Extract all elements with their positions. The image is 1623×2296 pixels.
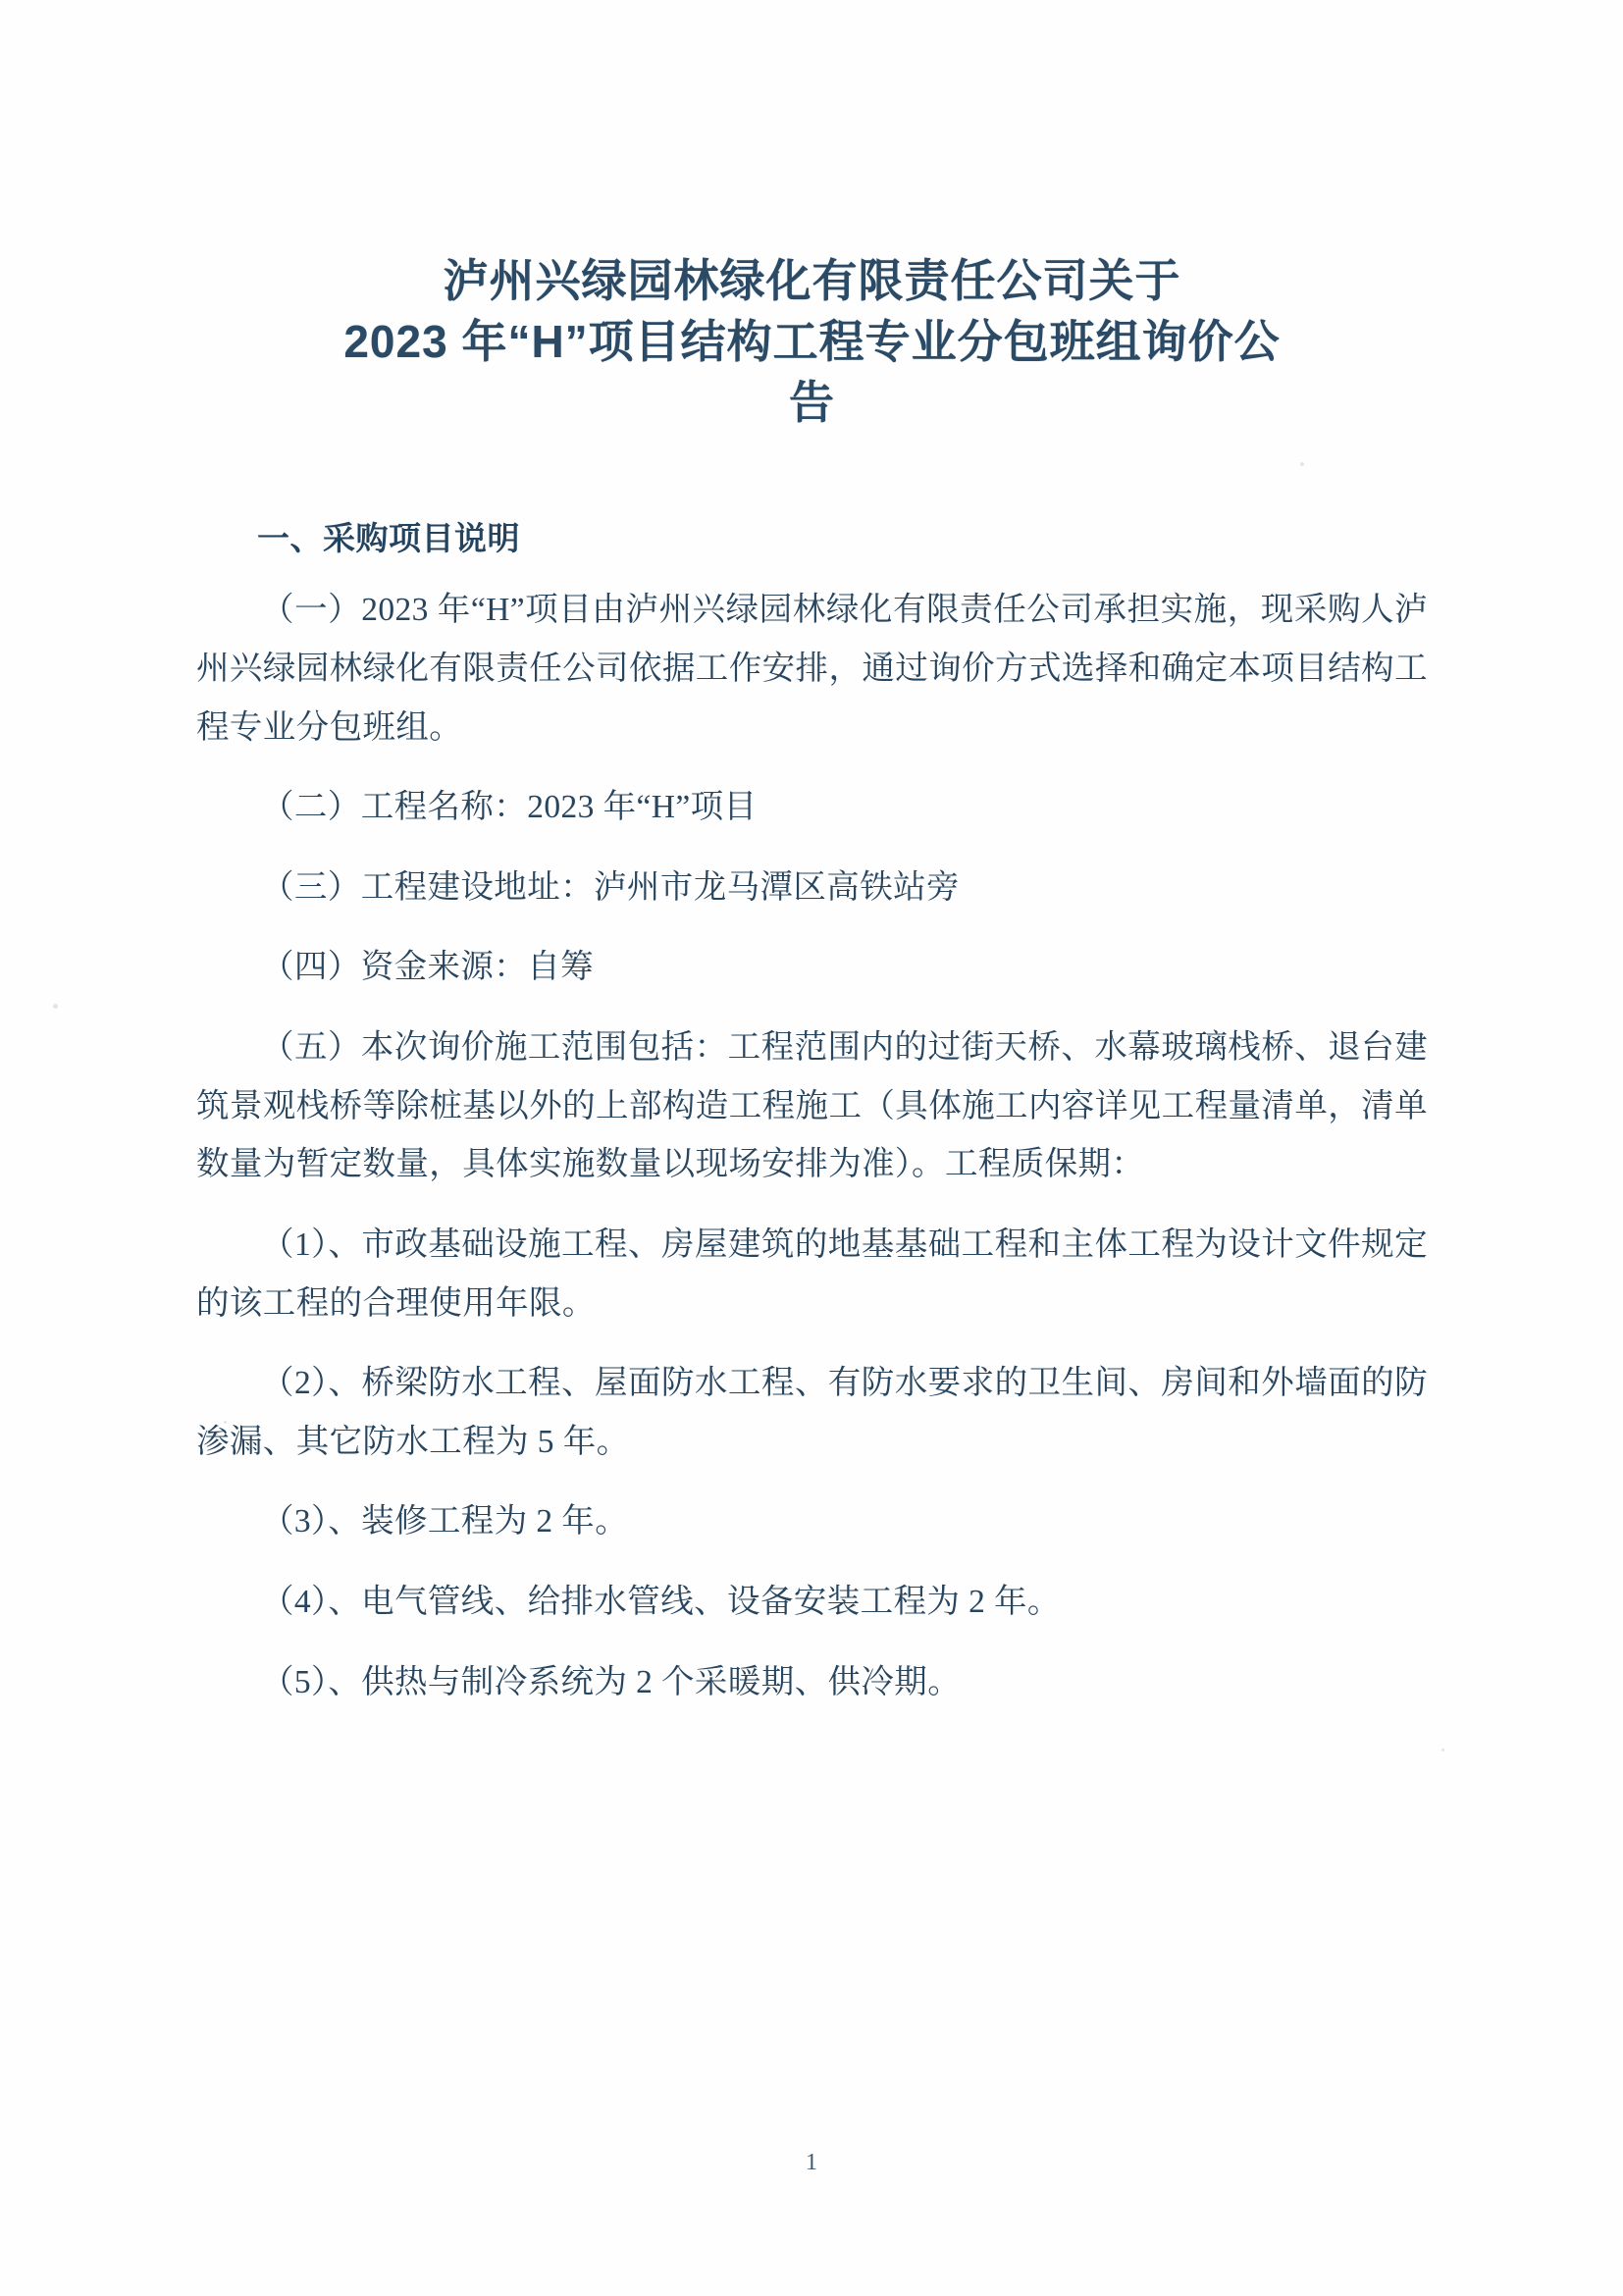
title-line-1: 泸州兴绿园林绿化有限责任公司关于 <box>443 255 1181 306</box>
paragraph-3: （三）工程建设地址：泸州市龙马潭区高铁站旁 <box>261 868 960 906</box>
paragraph-10: （5）、供热与制冷系统为 2 个采暖期、供冷期。 <box>261 1663 962 1700</box>
paragraph-2: （二）工程名称：2023 年“H”项目 <box>261 789 758 826</box>
paragraph-5: （五）本次询价施工范围包括：工程范围内的过街天桥、水幕玻璃栈桥、退台建筑景观栈桥等除桩基以外的上部构造工程施工（具体施工内容详见工程量清单，清单数量为暂定数量，具体实施数量以现场安排为准）。工程质保期： <box>196 1029 1428 1183</box>
paragraph-1: （一）2023 年“H”项目由泸州兴绿园林绿化有限责任公司承担实施，现采购人泸州兴绿园林绿化有限责任公司依据工作安排，通过询价方式选择和确定本项目结构工程专业分包班组。 <box>196 592 1428 746</box>
page-number: 1 <box>806 2150 817 2175</box>
title-line-3: 告 <box>789 377 835 429</box>
paragraph-4: （四）资金来源：自筹 <box>261 949 594 986</box>
page-title <box>196 250 1428 433</box>
paragraph-8: （3）、装修工程为 2 年。 <box>261 1503 629 1540</box>
paragraph-9: （4）、电气管线、给排水管线、设备安装工程为 2 年。 <box>261 1584 1061 1621</box>
paragraph-6: （1）、市政基础设施工程、房屋建筑的地基基础工程和主体工程为设计文件规定的该工程的合理使用年限。 <box>196 1226 1428 1322</box>
section-heading-procurement: 一、采购项目说明 <box>257 520 520 557</box>
title-line-2: 2023 年“H”项目结构工程专业分包班组询价公 <box>343 316 1281 368</box>
scan-speckle <box>1441 1748 1444 1751</box>
scan-speckle <box>53 1004 58 1009</box>
paragraph-7: （2）、桥梁防水工程、屋面防水工程、有防水要求的卫生间、房间和外墙面的防渗漏、其它防水工程为 5 年。 <box>196 1365 1428 1460</box>
document-body <box>196 250 1428 1711</box>
